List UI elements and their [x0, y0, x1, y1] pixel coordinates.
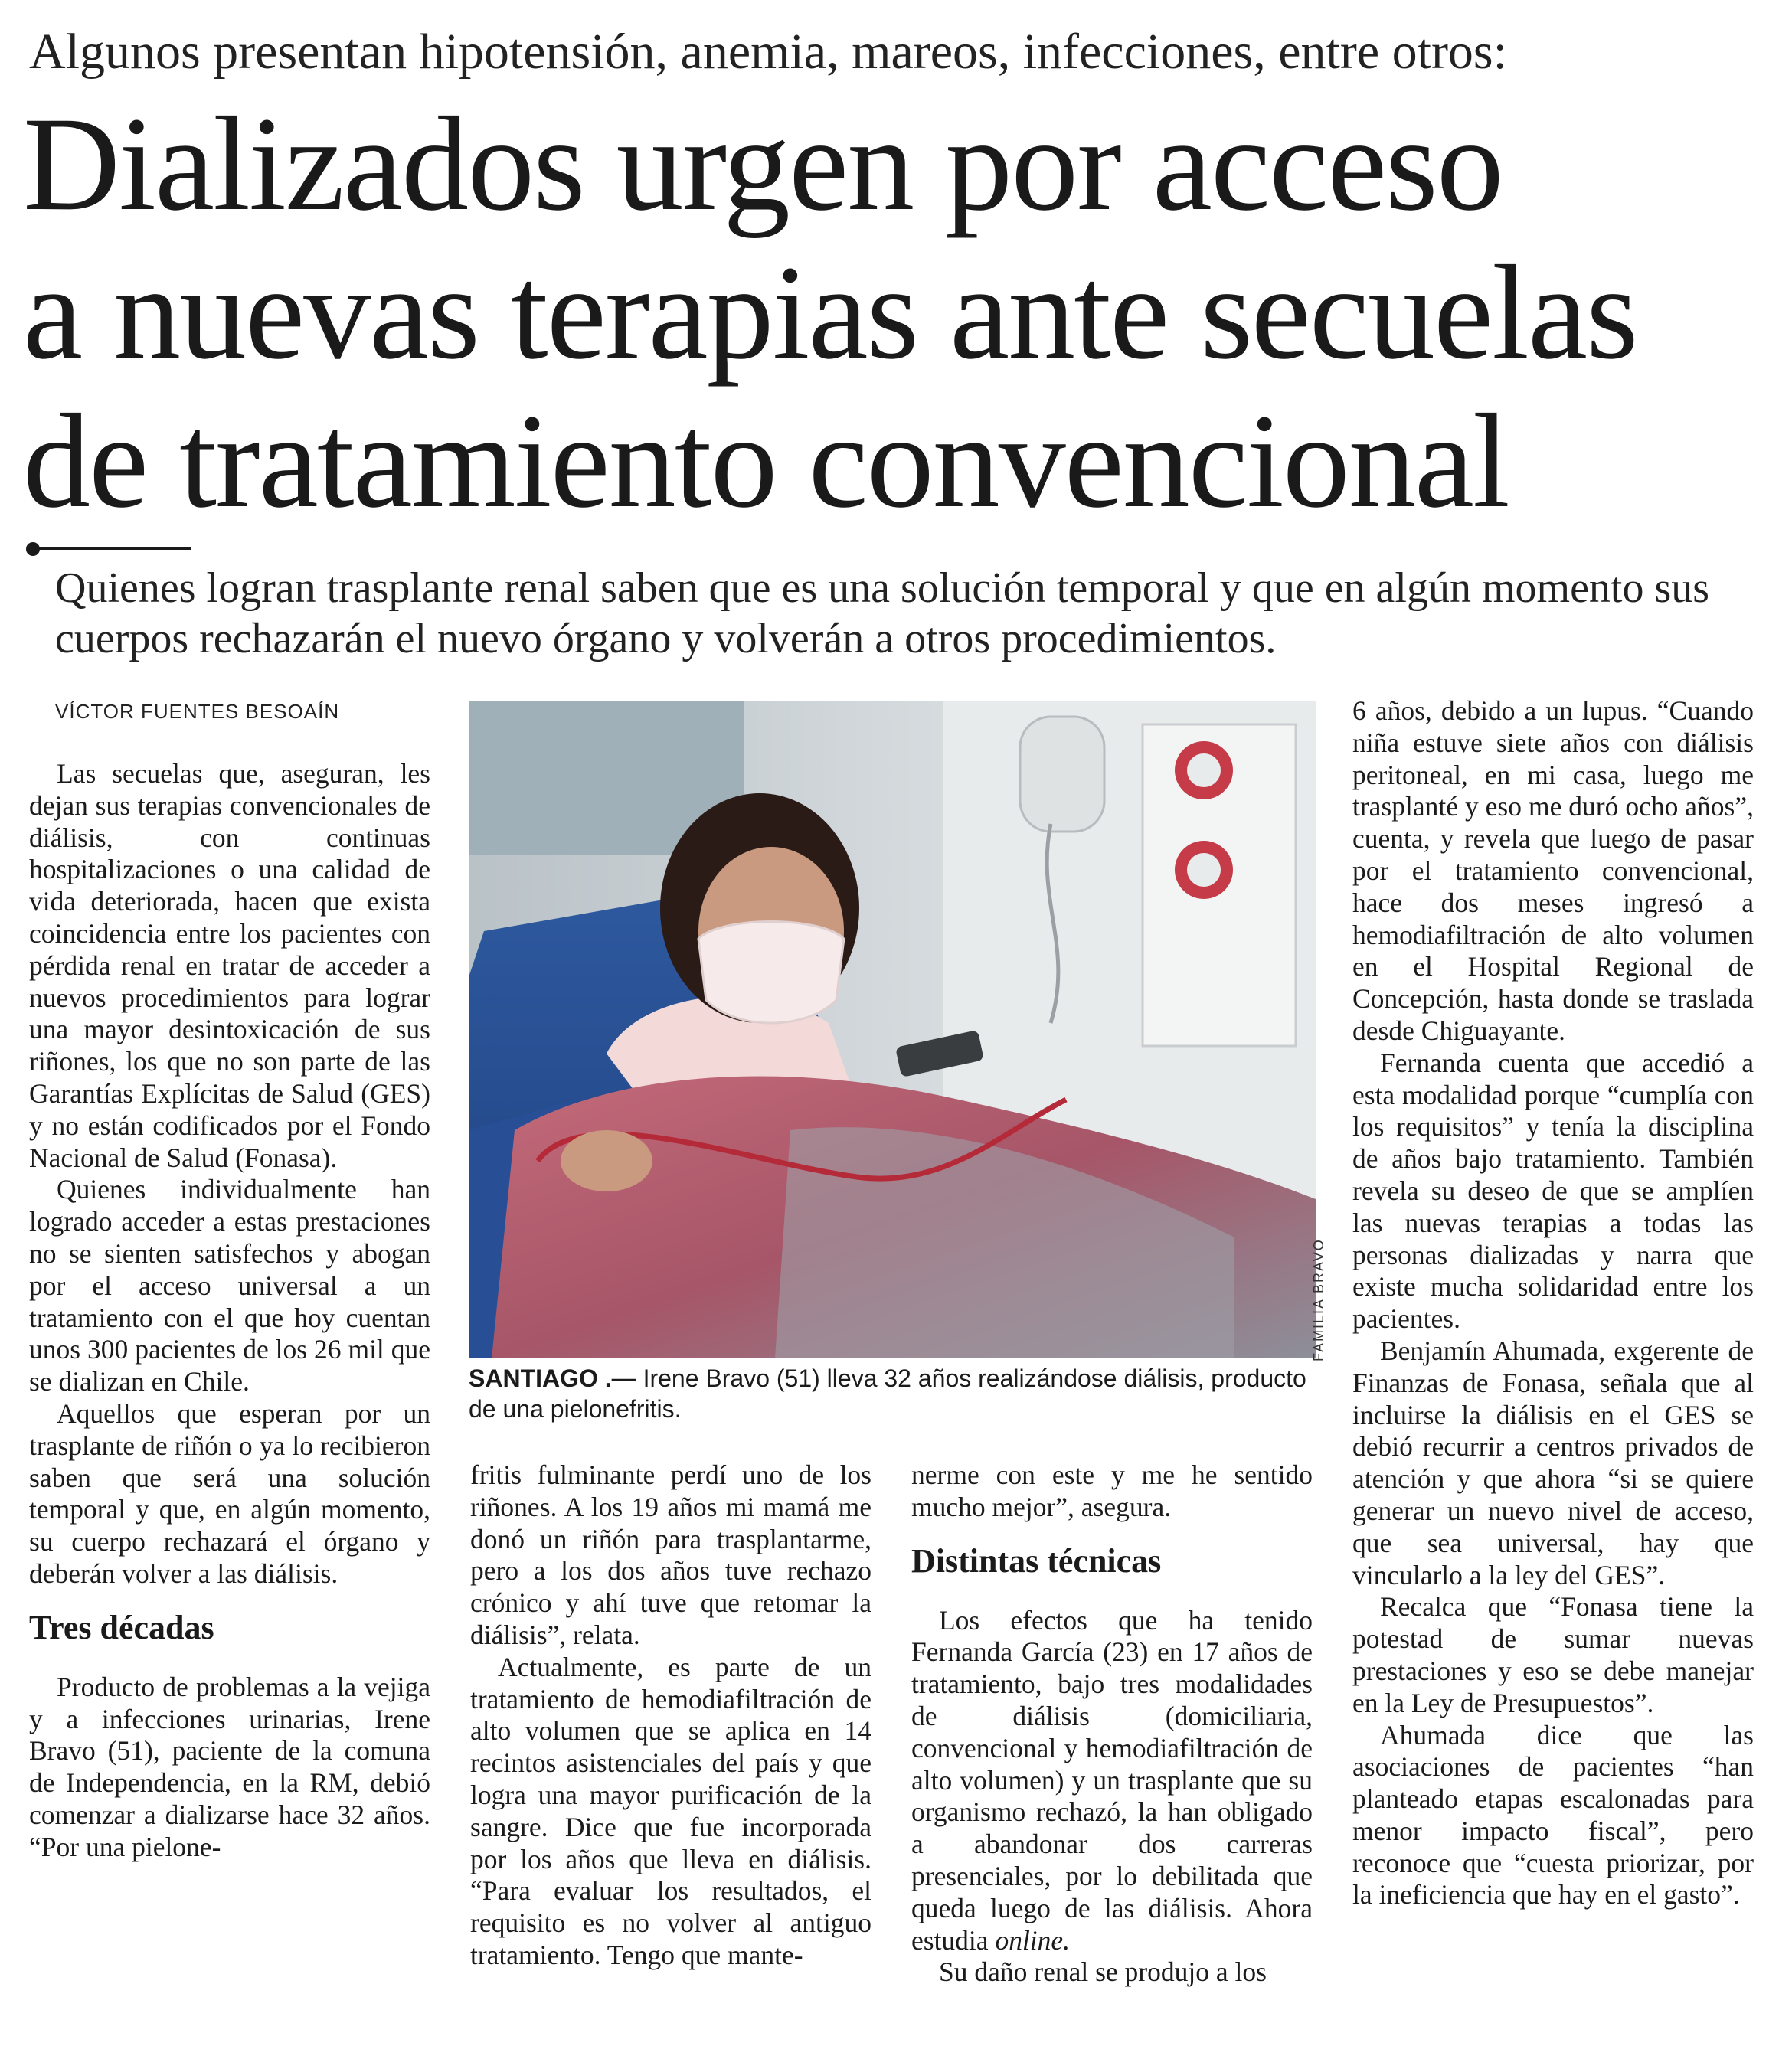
subhead-distintas-tecnicas: Distintas técnicas [911, 1541, 1162, 1580]
headline [23, 90, 1777, 536]
headline-line-3: de tratamiento convencional [23, 387, 1509, 536]
article-column-1 [29, 758, 430, 1864]
kicker: Algunos presentan hipotensión, anemia, mareos, infecciones, entre otros: [29, 24, 1507, 80]
photo-caption [469, 1363, 1316, 1424]
photo-credit: FAMILIA BRAVO [1311, 1238, 1326, 1361]
headline-line-2: a nuevas terapias ante secuelas [23, 238, 1637, 387]
paragraph-italic: online. [995, 1924, 1071, 1956]
article-column-3 [911, 1459, 1313, 1989]
headline-line-1: Dializados urgen por acceso [23, 90, 1503, 239]
paragraph: fritis fulminante perdí uno de los riñones. A los 19 años mi mamá me donó un riñón para trasplantarme, pero a los dos años tuve rechazo crónico y ahí tuve que retomar la diálisis”, relata. [470, 1459, 871, 1650]
deck: Quienes logran trasplante renal saben que es una solución temporal y que en algún momento sus cuerpos rechazarán el nuevo órgano y volverán a otros procedimientos. [55, 564, 1710, 662]
paragraph: Recalca que “Fonasa tiene la potestad de sumar nuevas prestaciones y eso se debe manejar en la Ley de Presupuestos”. [1352, 1591, 1754, 1718]
caption-place: SANTIAGO .— [469, 1365, 636, 1392]
photo [469, 701, 1316, 1358]
caption-text: Irene Bravo (51) lleva 32 años realizándose diálisis, producto de una pielonefritis. [469, 1365, 1306, 1423]
paragraph: Su daño renal se produjo a los [939, 1956, 1267, 1988]
subhead-tres-decadas: Tres décadas [29, 1608, 214, 1646]
paragraph: Fernanda cuenta que accedió a esta modalidad porque “cumplía con los requisitos” y tenía la disciplina de años bajo tratamiento. También revela su deseo de que se amplíen las nuevas terapias a todas las personas dializadas y narra que existe mucha solidaridad entre los pacientes. [1352, 1047, 1754, 1335]
paragraph: Benjamín Ahumada, exgerente de Finanzas de Fonasa, señala que al incluirse la diálisis en el GES se debió recurrir a centros privados de atención y que ahora “si se quiere generar un nuevo nivel de acceso, que sea universal, hay que vincularlo a la ley del GES”. [1352, 1335, 1754, 1590]
paragraph: nerme con este y me he sentido mucho mejor”, asegura. [911, 1459, 1313, 1522]
byline: VÍCTOR FUENTES BESOAÍN [55, 700, 340, 723]
paragraph: Producto de problemas a la vejiga y a infecciones urinarias, Irene Bravo (51), paciente de la comuna de Independencia, en la RM, debió comenzar a dializarse hace 32 años. “Por una pielone- [29, 1671, 430, 1862]
paragraph: Aquellos que esperan por un trasplante de riñón o ya lo recibieron saben que será una solución temporal y que, en algún momento, su cuerpo rechazará el órgano y deberán volver a las diálisis. [29, 1397, 430, 1589]
deck-rule-dot [26, 542, 40, 556]
paragraph: 6 años, debido a un lupus. “Cuando niña estuve siete años con diálisis peritoneal, en mi casa, luego me trasplanté y eso me duró ocho años”, cuenta, y revela que luego de pasar por el tratamiento convencional, hace dos meses ingresó a hemodiafiltración de alto volumen en el Hospital Regional de Concepción, hasta donde se traslada desde Chiguayante. [1352, 695, 1754, 1046]
paragraph: Las secuelas que, aseguran, les dejan sus terapias convencionales de diálisis, con continuas hospitalizaciones o una calidad de vida deteriorada, hacen que exista coincidencia entre los pacientes con pérdida renal en tratar de acceder a nuevos procedimientos para lograr una mayor desintoxicación de sus riñones, los que no son parte de las Garantías Explícitas de Salud (GES) y no están codificados por el Fondo Nacional de Salud (Fonasa). [29, 758, 430, 1173]
paragraph: Quienes individualmente han logrado acceder a estas prestaciones no se sienten satisfechos y abogan por el acceso universal a un tratamiento con el que hoy cuentan unos 300 pacientes de los 26 mil que se dializan en Chile. [29, 1174, 430, 1397]
article-column-4 [1352, 695, 1754, 1911]
paragraph: Actualmente, es parte de un tratamiento de hemodiafiltración de alto volumen que se aplica en 14 recintos asistenciales del país y que logra una mayor purificación de la sangre. Dice que fue incorporada por los años que lleva en diálisis. “Para evaluar los resultados, el requisito es no volver al antiguo tratamiento. Tengo que mante- [470, 1651, 871, 1970]
photo-illustration [469, 701, 1316, 1358]
paragraph [911, 1605, 1313, 1957]
paragraph: Ahumada dice que las asociaciones de pacientes “han planteado etapas escalonadas para menor impacto fiscal”, pero reconoce que “cuesta priorizar, por la ineficiencia que hay en el gasto”. [1352, 1719, 1754, 1910]
paragraph-text: Los efectos que ha tenido Fernanda García (23) en 17 años de tratamiento, bajo tres modalidades de diálisis (domiciliaria, convencional y hemodiafiltración de alto volumen) y un trasplante que su organismo rechazó, la han obligado a abandonar dos carreras presenciales, por lo debilitada que queda luego de las diálisis. Ahora estudia [911, 1604, 1313, 1956]
deck-rule [34, 547, 191, 550]
article-column-2 [470, 1459, 871, 1972]
